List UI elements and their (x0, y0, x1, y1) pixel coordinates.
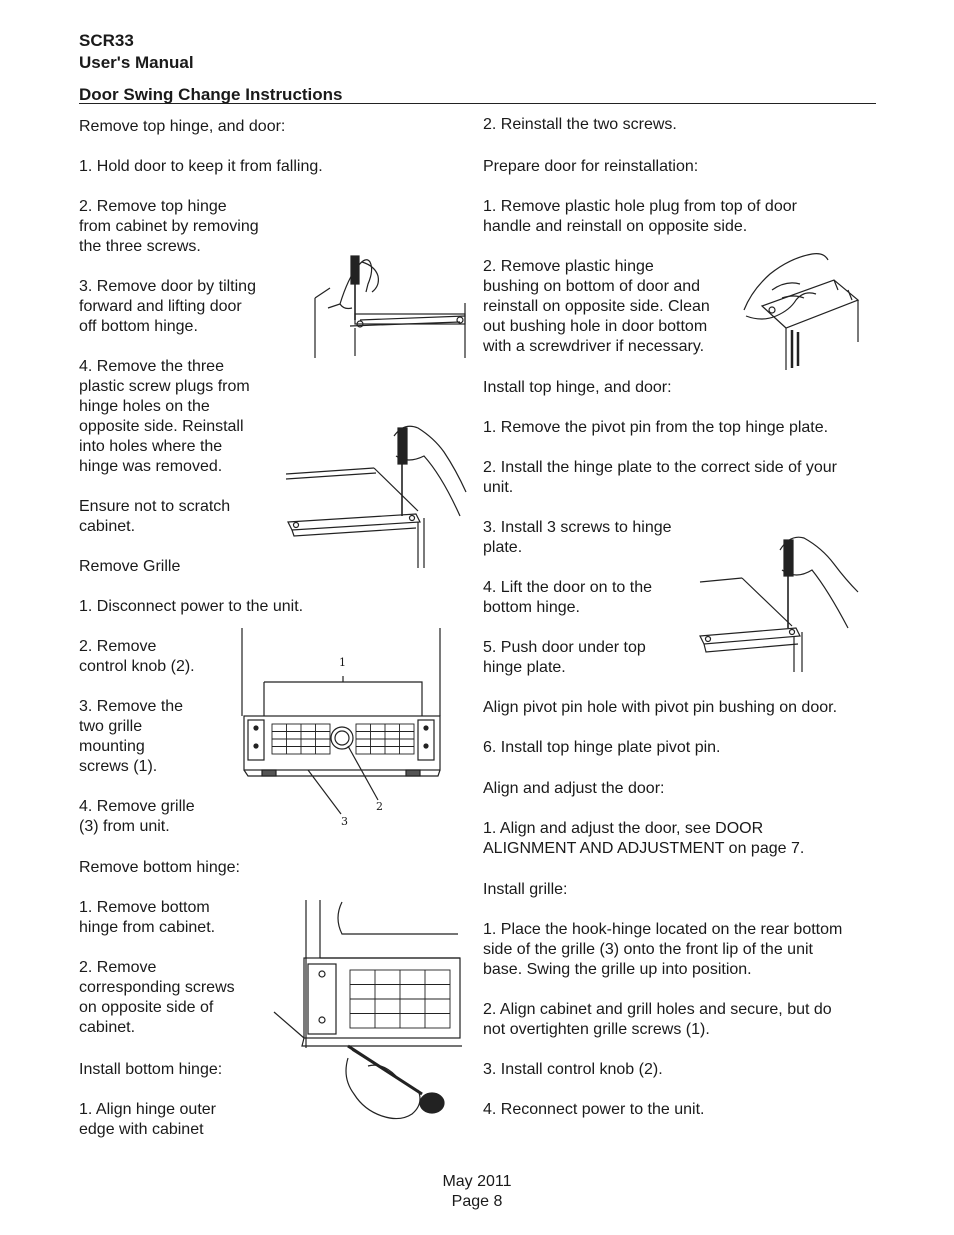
text-line: 3. Install control knob (2). (483, 1061, 663, 1078)
text-line: mounting (79, 738, 145, 755)
text-line: 1. Hold door to keep it from falling. (79, 158, 323, 175)
label-screws: 1 (339, 656, 346, 669)
text-line: 2. Install the hinge plate to the correct side of your (483, 459, 837, 476)
text-line: plastic screw plugs from (79, 378, 250, 395)
text-line: side of the grille (3) onto the front lip of the unit (483, 941, 813, 958)
text-line: reinstall on opposite side. Clean (483, 298, 710, 315)
footer-date: May 2011 (442, 1173, 512, 1190)
text-line: 5. Push door under top (483, 639, 646, 656)
text-line: 1. Align hinge outer (79, 1101, 216, 1118)
text-line: 4. Remove grille (79, 798, 195, 815)
text-line: not overtighten grille screws (1). (483, 1021, 710, 1038)
text-line: 2. Remove (79, 638, 157, 655)
text-line: Align and adjust the door: (483, 780, 665, 797)
text-line: screws (1). (79, 758, 158, 775)
text-line: 1. Place the hook-hinge located on the rear bottom (483, 921, 843, 938)
text-line: out bushing hole in door bottom (483, 318, 708, 335)
screw-plug-illustration (284, 416, 470, 571)
text-line: into holes where the (79, 438, 223, 455)
text-line: 3. Install 3 screws to hinge (483, 519, 672, 536)
text-line: Ensure not to scratch (79, 498, 231, 515)
text-line: two grille (79, 718, 143, 735)
text-line: ALIGNMENT AND ADJUSTMENT on page 7. (483, 840, 805, 857)
text-line: hinge was removed. (79, 458, 223, 475)
text-line: hinge plate. (483, 659, 566, 676)
text-line: Prepare door for reinstallation: (483, 158, 699, 175)
text-line: 4. Reconnect power to the unit. (483, 1101, 705, 1118)
text-line: off bottom hinge. (79, 318, 198, 335)
text-line: handle and reinstall on opposite side. (483, 218, 748, 235)
text-line: base. Swing the grille up into position. (483, 961, 752, 978)
section-title: Door Swing Change Instructions (79, 85, 343, 104)
grille-removal-illustration (238, 628, 448, 833)
text-line: Remove Grille (79, 558, 181, 575)
text-line: cabinet. (79, 1019, 136, 1036)
text-line: forward and lifting door (79, 298, 242, 315)
text-line: Install bottom hinge: (79, 1061, 223, 1078)
text-line: 3. Remove the (79, 698, 184, 715)
text-line: unit. (483, 479, 514, 496)
text-line: 6. Install top hinge plate pivot pin. (483, 739, 721, 756)
text-line: Align pivot pin hole with pivot pin bushing on door. (483, 699, 838, 716)
text-line: control knob (2). (79, 658, 195, 675)
footer-page-number: Page 8 (451, 1193, 503, 1210)
text-line: 1. Remove plastic hole plug from top of door (483, 198, 797, 215)
text-line: 1. Remove bottom (79, 899, 210, 916)
document-title: User's Manual (79, 53, 194, 72)
text-line: hinge holes on the (79, 398, 210, 415)
text-line: Remove top hinge, and door: (79, 118, 286, 135)
text-line: Install top hinge, and door: (483, 379, 672, 396)
text-line: Remove bottom hinge: (79, 859, 240, 876)
text-line: 2. Remove (79, 959, 157, 976)
bottom-hinge-removal-illustration (272, 898, 464, 1126)
text-line: cabinet. (79, 518, 136, 535)
text-line: corresponding screws (79, 979, 235, 996)
text-line: Install grille: (483, 881, 568, 898)
top-hinge-install-illustration (698, 528, 862, 676)
text-line: plate. (483, 539, 523, 556)
text-line: from cabinet by removing (79, 218, 259, 235)
label-grille: 3 (341, 815, 348, 828)
header-rule (79, 103, 876, 104)
text-line: 2. Remove top hinge (79, 198, 227, 215)
text-line: (3) from unit. (79, 818, 170, 835)
text-line: 4. Remove the three (79, 358, 224, 375)
text-line: hinge from cabinet. (79, 919, 216, 936)
text-line: opposite side. Reinstall (79, 418, 244, 435)
text-line: 1. Remove the pivot pin from the top hinge plate. (483, 419, 829, 436)
text-line: 3. Remove door by tilting (79, 278, 256, 295)
text-line: 2. Align cabinet and grill holes and secure, but do (483, 1001, 832, 1018)
text-line: 1. Align and adjust the door, see DOOR (483, 820, 764, 837)
hinge-bushing-illustration (742, 250, 862, 374)
text-line: bushing on bottom of door and (483, 278, 701, 295)
text-line: 2. Remove plastic hinge (483, 258, 654, 275)
text-line: the three screws. (79, 238, 201, 255)
model-number: SCR33 (79, 31, 134, 50)
text-line: 1. Disconnect power to the unit. (79, 598, 304, 615)
text-line: with a screwdriver if necessary. (483, 338, 705, 355)
text-line: on opposite side of (79, 999, 214, 1016)
text-line: 2. Reinstall the two screws. (483, 116, 677, 133)
text-line: bottom hinge. (483, 599, 580, 616)
label-knob: 2 (376, 800, 383, 813)
top-hinge-removal-illustration (300, 248, 472, 360)
text-line: edge with cabinet (79, 1121, 204, 1138)
text-line: 4. Lift the door on to the (483, 579, 653, 596)
